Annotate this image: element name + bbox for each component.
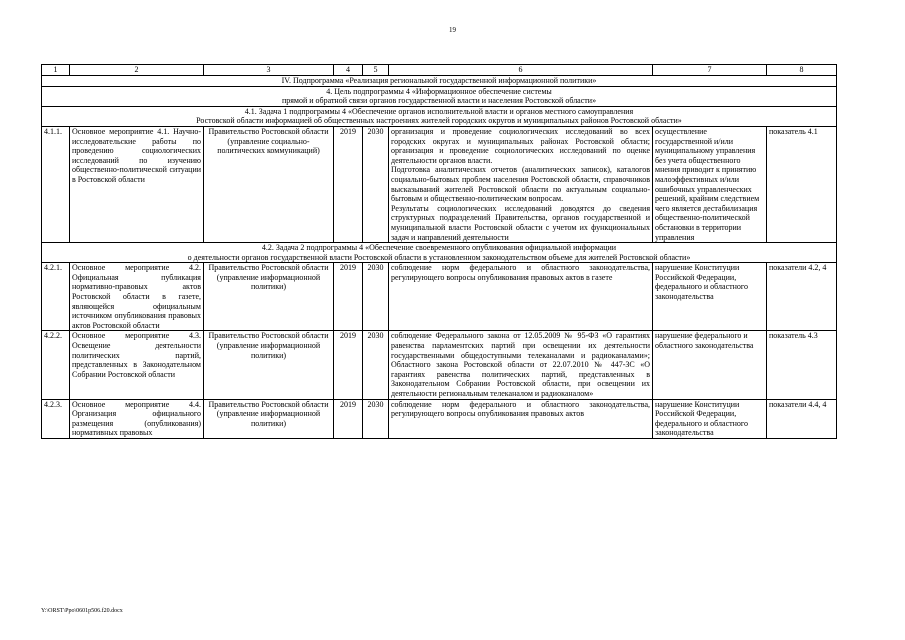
column-number: 3 <box>204 65 334 76</box>
result-paragraph: соблюдение Федерального закона от 12.05.2009 № 95-ФЗ «О гарантиях равенства парламентских партий при освещении их деятельности государственными общедоступными телеканалами и радиоканалами»; Областного закона Ростовской области от 22.07.2010 № 447-ЗС «О гарантиях равенства политических партий, представленных в Законодательном Собрании Ростовской области, при освещении их деятельности региональным телеканалом и радиоканалом» <box>391 331 650 398</box>
start-year: 2019 <box>334 331 363 399</box>
column-number: 5 <box>363 65 389 76</box>
expected-results <box>389 263 653 331</box>
non-implementation-consequences: осуществление государственной и/или муниципальному управления без учета общественного мнения приводит к принятию малоэффективных и/или ошибочных управленческих решений, крайним следствием чего является дестабилизация общественно-политической обстановки в территории управления <box>653 126 767 242</box>
table-row <box>42 126 837 242</box>
footer-file-path: Y:\ORST\Ppo\0601p506.f20.docx <box>41 608 123 614</box>
related-indicators: показатель 4.1 <box>767 126 837 242</box>
end-year: 2030 <box>363 126 389 242</box>
executor: Правительство Ростовской области (управление информационной политики) <box>204 263 334 331</box>
expected-results <box>389 331 653 399</box>
table-row <box>42 331 837 399</box>
task1-heading <box>42 106 837 126</box>
result-paragraph: соблюдение норм федерального и областного законодательства, регулирующего вопросы опубликования правовых актов в газете <box>391 263 650 282</box>
result-paragraph: Подготовка аналитических отчетов (аналитических записок), каталогов социально-бытовых проблем населения Ростовской области, справочников высказываний жителей Ростовской области по актуальным социально-бытовым и общественно-политическим вопросам. <box>391 165 650 204</box>
goal-heading-line: прямой и обратной связи органов государственной власти и населения Ростовской области» <box>281 96 597 106</box>
task2-heading-row <box>42 243 837 263</box>
goal-heading <box>42 86 837 106</box>
related-indicators: показатели 4.4, 4 <box>767 399 837 438</box>
row-number: 4.2.2. <box>42 331 70 399</box>
column-number-row <box>42 65 837 76</box>
goal-heading-line: 4. Цель подпрограммы 4 «Информационное обеспечение системы <box>326 86 552 96</box>
end-year: 2030 <box>363 331 389 399</box>
related-indicators: показатель 4.3 <box>767 331 837 399</box>
result-paragraph: организация и проведение социологических исследований во всех городских округах и муниципальных районах Ростовской области; организация и проведение социологических исследований по оценке деятельности органов власти. <box>391 126 650 165</box>
column-number: 7 <box>653 65 767 76</box>
column-number: 8 <box>767 65 837 76</box>
non-implementation-consequences: нарушение Конституции Российской Федерации, федерального и областного законодательства <box>653 263 767 331</box>
end-year: 2030 <box>363 399 389 438</box>
result-paragraph: соблюдение норм федерального и областного законодательства, регулирующего вопросы опубликования правовых актов <box>391 399 650 419</box>
task1-heading-line: Ростовской области информацией об общественных настроениях жителей городских округов и муниципальных районов Ростовской области» <box>196 116 682 126</box>
task2-heading-line: 4.2. Задача 2 подпрограммы 4 «Обеспечение своевременного опубликования официальной информации <box>261 243 617 253</box>
executor: Правительство Ростовской области (управление информационной политики) <box>204 331 334 399</box>
row-number: 4.1.1. <box>42 126 70 242</box>
goal-heading-row <box>42 86 837 106</box>
measure-name: Основное мероприятие 4.4. Организация официального размещения (опубликования) нормативных правовых <box>70 399 204 438</box>
start-year: 2019 <box>334 126 363 242</box>
expected-results <box>389 399 653 438</box>
executor: Правительство Ростовской области (управление социально-политических коммуникаций) <box>204 126 334 242</box>
row-number: 4.2.3. <box>42 399 70 438</box>
row-number: 4.2.1. <box>42 263 70 331</box>
task2-heading <box>42 243 837 263</box>
column-number: 2 <box>70 65 204 76</box>
related-indicators: показатели 4.2, 4 <box>767 263 837 331</box>
start-year: 2019 <box>334 399 363 438</box>
result-paragraph: Результаты социологических исследований доводятся до сведения структурных подразделений Правительства, органов государственной и муниципальной власти Ростовской области с учетом их функциональных задач и направлений деятельности <box>391 203 650 242</box>
program-measures-table <box>41 64 837 439</box>
measure-name: Основное мероприятие 4.3. Освещение деятельности политических партий, представленных в Законодательном Собрании Ростовской области <box>70 331 204 399</box>
start-year: 2019 <box>334 263 363 331</box>
task2-heading-line: о деятельности органов государственной власти Ростовской области в установленном законодательством объеме для жителей Ростовской области» <box>187 252 691 262</box>
table-row <box>42 399 837 438</box>
page-number: 19 <box>449 26 456 34</box>
executor: Правительство Ростовской области (управление информационной политики) <box>204 399 334 438</box>
column-number: 1 <box>42 65 70 76</box>
end-year: 2030 <box>363 263 389 331</box>
task1-heading-line: 4.1. Задача 1 подпрограммы 4 «Обеспечение органов исполнительной власти и органов местного самоуправления <box>244 106 634 116</box>
column-number: 4 <box>334 65 363 76</box>
expected-results <box>389 126 653 242</box>
measure-name: Основное мероприятие 4.2. Официальная публикация нормативно-правовых актов Ростовской области в газете, являющейся официальным источником опубликования правовых актов Ростовской области <box>70 263 204 331</box>
subprogram-heading: IV. Подпрограмма «Реализация региональной государственной информационной политики» <box>42 76 837 87</box>
measure-name: Основное мероприятие 4.1. Научно-исследовательские работы по проведению социологических исследований по изучению общественно-политической ситуации в Ростовской области <box>70 126 204 242</box>
non-implementation-consequences: нарушение Конституции Российской Федерации, федерального и областного законодательства <box>653 399 767 438</box>
task1-heading-row <box>42 106 837 126</box>
subprogram-heading-row <box>42 76 837 87</box>
column-number: 6 <box>389 65 653 76</box>
non-implementation-consequences: нарушение федерального и областного законодательства <box>653 331 767 399</box>
table-row <box>42 263 837 331</box>
